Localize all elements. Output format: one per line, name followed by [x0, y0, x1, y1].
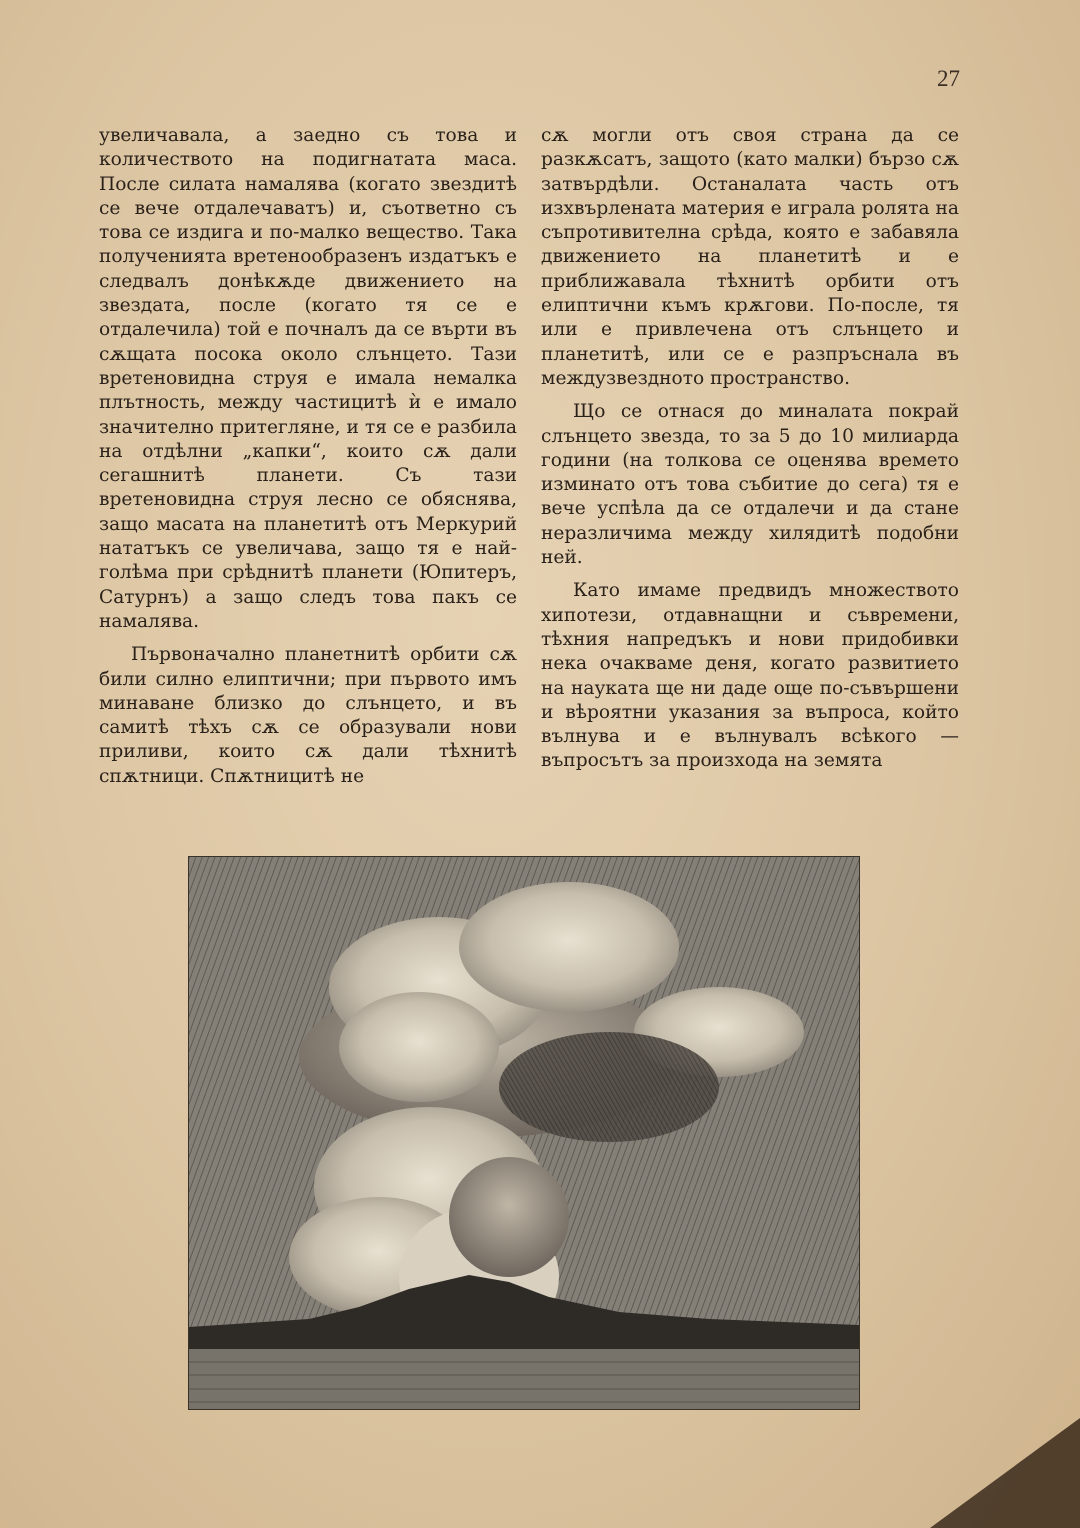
paragraph: Първоначално планетнитѣ орбити сѫ били силно елиптични; при първото имъ минаване близко до слънцето, и въ самитѣ тѣхъ сѫ се образували нови приливи, които сѫ дали тѣхнитѣ спѫтници. Спѫтницитѣ не [99, 644, 517, 787]
engraving-image [189, 857, 859, 1409]
paragraph: сѫ могли отъ своя страна да се разкѫсатъ, защото (като малки) бързо сѫ затвърдѣли. Останалата часть отъ изхвърлената материя е играла ролята на съпротивителна срѣда, която е забавяла движението на планетитѣ и е приближавала тѣхнитѣ орбити отъ елиптични къмъ крѫгови. По-после, тя или е привлечена отъ слънцето и планетитѣ, или се е разпръснала въ междузвездното пространство. [541, 125, 959, 389]
page-corner-shadow [930, 1418, 1080, 1528]
page-number: 27 [937, 66, 960, 91]
paragraph: Като имаме предвидъ множеството хипотези, отдавнащни и съвремени, тѣхния напредъкъ и нови придобивки нека очакваме деня, когато развитието на науката ще ни даде още по-съвършени и вѣроятни указания за въпроса, който вълнува и е вълнувалъ всѣкого — въпросътъ за произхода на земята [541, 580, 959, 772]
volcano-eruption-illustration [188, 856, 860, 1410]
sea [189, 1349, 859, 1409]
paragraph: увеличавала, а заедно съ това и количеството на подигнатата маса. После силата намалява (когато звездитѣ се вече отдалечаватъ) и, съответно съ това се издига и по-малко вещество. Така полученията вретенообразенъ издатъкъ е следвалъ донѣкѫде движението на звездата, после (когато тя се е отдалечила) той е почналъ да се върти въ сѫщата посока около слънцето. Тази вретеновидна струя е имала немалка плътность, между частицитѣ ѝ е имало значително притегляне, и тя се е разбила на отдѣлни „капки“, които сѫ дали сегашнитѣ планети. Съ тази вретеновидна струя лесно се обяснява, защо масата на планетитѣ отъ Меркурий нататъкъ се увеличава, защо тя е най-голѣма при срѣднитѣ планети (Юпитеръ, Сатурнъ) а защо следъ това пакъ се намалява. [99, 125, 517, 632]
text-column-right [541, 124, 959, 783]
text-column-left [99, 124, 517, 798]
paragraph: Що се отнася до миналата покрай слънцето звезда, то за 5 до 10 милиарда години (на толкова се оценява времето изминато отъ това събитие до сега) тя е вече успѣла да се отдалечи и да стане неразличима между хилядитѣ подобни ней. [541, 401, 959, 569]
